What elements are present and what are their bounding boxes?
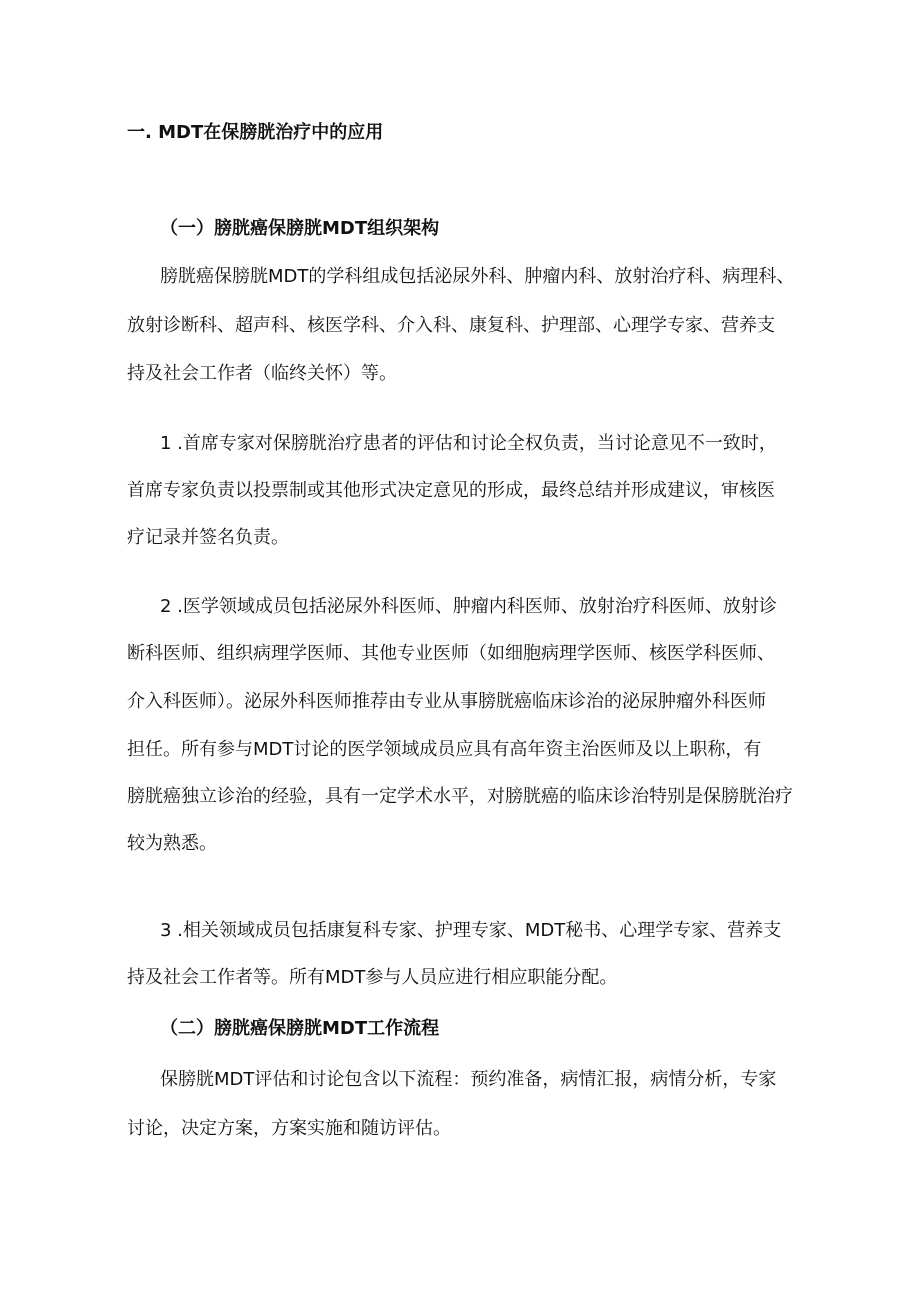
- section1-item2-line-2: 断科医师、组织病理学医师、其他专业医师（如细胞病理学医师、核医学科医师、: [127, 643, 775, 664]
- section1-item1-line-1: 1 .首席专家对保膀胱治疗患者的评估和讨论全权负责，当讨论意见不一致时，: [160, 433, 777, 454]
- section1-intro-line-1: 膀胱癌保膀胱MDT的学科组成包括泌尿外科、肿瘤内科、放射治疗科、病理科、: [160, 266, 795, 287]
- section1-item2-line-1: 2 .医学领域成员包括泌尿外科医师、肿瘤内科医师、放射治疗科医师、放射诊: [160, 596, 777, 617]
- section1-item2-line-5: 膀胱癌独立诊治的经验，具有一定学术水平，对膀胱癌的临床诊治特别是保膀胱治疗: [127, 786, 793, 807]
- section2-intro-line-1: 保膀胱MDT评估和讨论包含以下流程：预约准备，病情汇报，病情分析，专家: [160, 1069, 777, 1090]
- section1-item2-line-3: 介入科医师）。泌尿外科医师推荐由专业从事膀胱癌临床诊治的泌尿肿瘤外科医师: [127, 691, 766, 712]
- section1-intro-line-3: 持及社会工作者（临终关怀）等。: [127, 363, 397, 384]
- section1-title: （一）膀胱癌保膀胱MDT组织架构: [160, 218, 440, 239]
- section1-item3-line-1: 3 .相关领域成员包括康复科专家、护理专家、MDT秘书、心理学专家、营养支: [160, 920, 782, 941]
- section1-item2-line-4: 担任。所有参与MDT讨论的医学领域成员应具有高年资主治医师及以上职称，有: [127, 739, 762, 760]
- section2-intro-line-2: 讨论，决定方案，方案实施和随访评估。: [127, 1118, 451, 1139]
- section1-item1-line-2: 首席专家负责以投票制或其他形式决定意见的形成，最终总结并形成建议，审核医: [127, 480, 775, 501]
- section1-intro-line-2: 放射诊断科、超声科、核医学科、介入科、康复科、护理部、心理学专家、营养支: [127, 315, 775, 336]
- section1-item2-line-6: 较为熟悉。: [127, 833, 217, 854]
- main-heading: 一. MDT在保膀胱治疗中的应用: [127, 122, 384, 143]
- section1-item1-line-3: 疗记录并签名负责。: [127, 527, 289, 548]
- section2-title: （二）膀胱癌保膀胱MDT工作流程: [160, 1018, 440, 1039]
- section1-item3-line-2: 持及社会工作者等。所有MDT参与人员应进行相应职能分配。: [127, 967, 618, 988]
